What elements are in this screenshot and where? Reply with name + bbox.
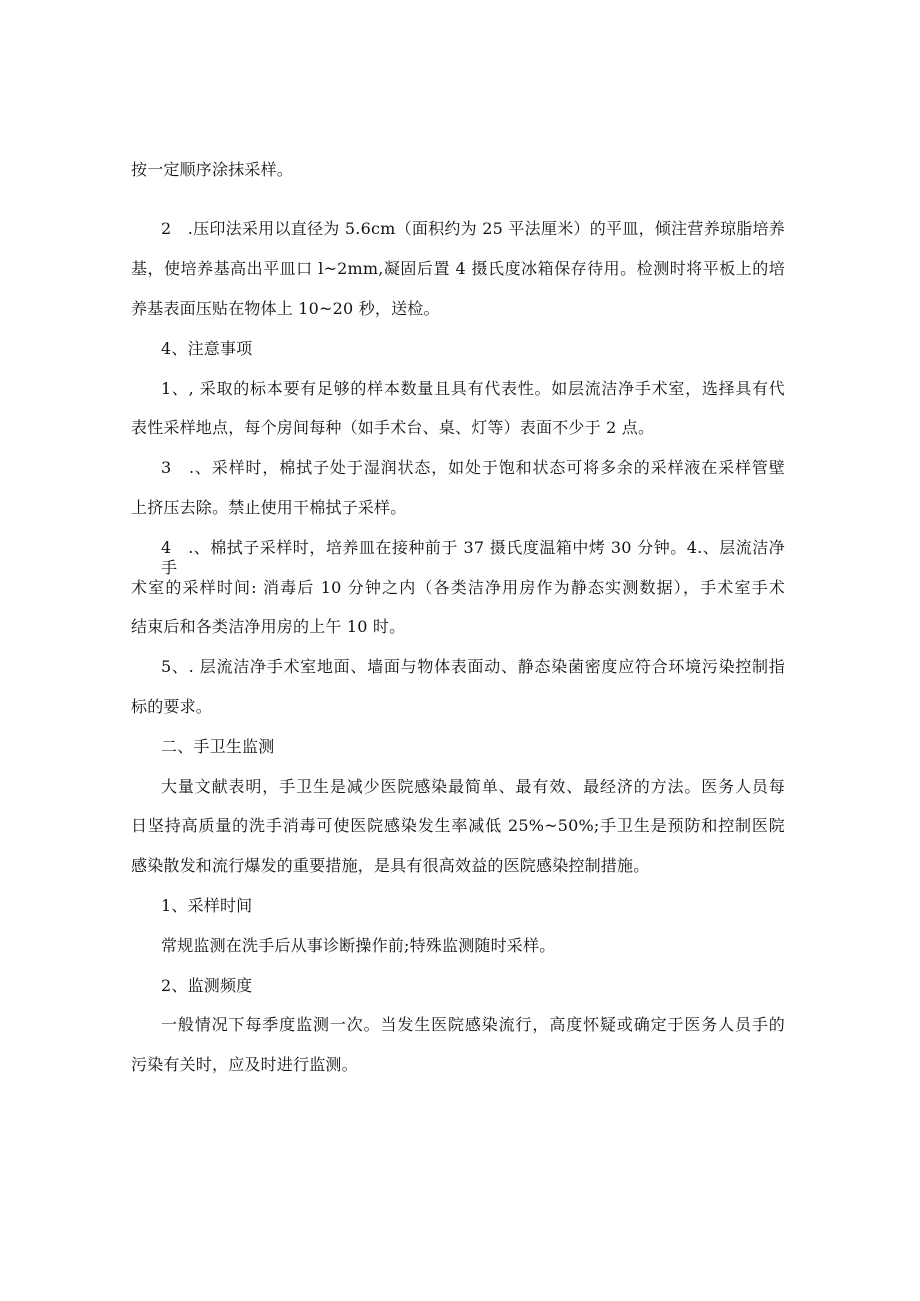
text-line: 术室的采样时间: 消毒后 10 分钟之内（各类洁净用房作为静态实测数据），手术室手术 — [131, 578, 785, 597]
text-line: 5、. 层流洁净手术室地面、墙面与物体表面动、静态染菌密度应符合环境污染控制指 — [161, 657, 785, 676]
text-line: 结束后和各类洁净用房的上午 10 时。 — [131, 617, 406, 636]
text-line: 养基表面压贴在物体上 10~20 秒，送检。 — [131, 299, 440, 318]
text-line: 4 .、棉拭子采样时，培养皿在接种前于 37 摄氏度温箱中烤 30 分钟。4.、层流洁净手 — [161, 538, 785, 577]
section-heading: 2、监测频度 — [161, 976, 253, 995]
text-line: 上挤压去除。禁止使用干棉拭子采样。 — [131, 498, 407, 517]
text-line: 3 .、采样时，棉拭子处于湿润状态，如处于饱和状态可将多余的采样液在采样管壁 — [161, 458, 785, 477]
text-line: 基，使培养基高出平皿口 l~2mm,凝固后置 4 摄氏度冰箱保存待用。检测时将平板上的培 — [131, 259, 785, 278]
text-line: 按一定顺序涂抹采样。 — [131, 160, 294, 179]
text-line: 感染散发和流行爆发的重要措施，是具有很高效益的医院感染控制措施。 — [131, 856, 650, 875]
text-line: 大量文献表明，手卫生是减少医院感染最简单、最有效、最经济的方法。医务人员每 — [161, 777, 785, 796]
section-heading: 4、注意事项 — [161, 339, 253, 358]
text-line: 2 .压印法采用以直径为 5.6cm（面积约为 25 平法厘米）的平皿，倾注营养琼脂培养 — [161, 219, 785, 238]
section-heading: 二、手卫生监测 — [161, 737, 275, 756]
text-line: 污染有关时，应及时进行监测。 — [131, 1055, 358, 1074]
text-line: 日坚持高质量的洗手消毒可使医院感染发生率减低 25%~50%;手卫生是预防和控制医院 — [131, 816, 785, 835]
text-line: 1、, 采取的标本要有足够的样本数量且具有代表性。如层流洁净手术室，选择具有代 — [161, 379, 785, 398]
text-line: 标的要求。 — [131, 697, 213, 716]
text-line: 表性采样地点，每个房间每种（如手术台、桌、灯等）表面不少于 2 点。 — [131, 418, 655, 437]
text-line: 常规监测在洗手后从事诊断操作前;特殊监测随时采样。 — [161, 936, 556, 955]
section-heading: 1、采样时间 — [161, 896, 253, 915]
text-line: 一般情况下每季度监测一次。当发生医院感染流行，高度怀疑或确定于医务人员手的 — [161, 1015, 785, 1034]
